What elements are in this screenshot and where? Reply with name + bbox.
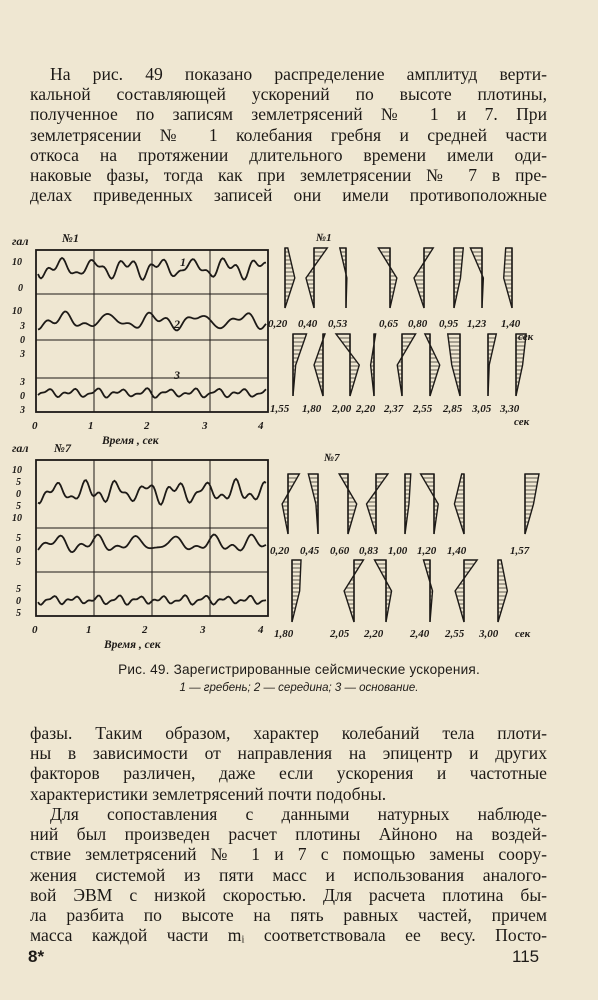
amplitude-diagram (454, 474, 464, 534)
amplitude-diagram (455, 560, 477, 622)
paragraph-2 (30, 723, 547, 804)
figure-legend: 1 — гребень; 2 — середина; 3 — основание. (179, 682, 419, 694)
time-label: 0,20 (270, 545, 290, 557)
text-line: вой ЭВМ с низкой скоростью. Для расчета плотина бы- (30, 884, 547, 905)
amplitude-diagram (378, 248, 396, 308)
panel-record-1 (12, 231, 268, 447)
text-line: ствие землетрясений № 1 и 7 с помощью замены соору- (30, 844, 547, 865)
y-tick: 3 (20, 405, 25, 416)
time-label: 2,40 (410, 628, 430, 640)
amplitude-diagram (421, 474, 439, 534)
distribution-record-7 (270, 452, 539, 640)
panel-record-7 (12, 441, 268, 651)
amplitude-diagram (414, 248, 433, 308)
time-label: 2,37 (384, 403, 404, 415)
amplitude-diagram (470, 248, 483, 308)
y-tick: 5 (16, 501, 21, 512)
amplitude-diagram (371, 334, 376, 396)
y-tick: 0 (20, 335, 25, 346)
panel-1-unit: гал (12, 234, 29, 248)
time-label: 1,40 (447, 545, 467, 557)
time-label: 0,65 (379, 318, 399, 330)
time-label: 1,57 (510, 545, 530, 557)
x-tick: 4 (258, 624, 264, 636)
text-line: делах приведенных записей они имели противоположные (30, 185, 547, 206)
amplitude-diagram (292, 560, 301, 622)
amplitude-diagram (344, 560, 363, 622)
x-tick: 0 (32, 420, 38, 432)
text-line: факторов различен, даже если ускорения и частотные (30, 763, 547, 784)
trace-number-2: 2 (174, 317, 180, 331)
text-line: жения системой из пяти масс и использования аналого- (30, 864, 547, 885)
time-label: 2,85 (443, 403, 463, 415)
printer-signature: 8* (28, 947, 45, 966)
x-tick: 3 (200, 624, 206, 636)
distribution-record-1 (268, 232, 534, 428)
time-label: 2,55 (413, 403, 433, 415)
text-line: наковые фазы, тогда как при землетрясении № 7 в пре- (30, 165, 547, 186)
amplitude-diagram (425, 334, 440, 396)
time-label: 0,95 (439, 318, 459, 330)
x-tick: 1 (88, 420, 94, 432)
time-label: 1,80 (302, 403, 322, 415)
panel-1-x-label: Время , сек (102, 435, 159, 447)
figure-49 (10, 228, 590, 660)
text-line: кальной составляющей ускорений по высоте плотины, (30, 84, 547, 105)
distribution-7-record: №7 (324, 452, 340, 464)
time-label: 1,00 (388, 545, 408, 557)
y-tick: 0 (16, 545, 21, 556)
amplitude-diagram (454, 248, 463, 308)
y-tick: 3 (20, 377, 25, 388)
figure-49-graphics (10, 228, 590, 660)
text-line: На рис. 49 показано распределение амплитуд верти- (50, 64, 547, 84)
time-label: 1,20 (417, 545, 437, 557)
amplitude-diagram (375, 560, 392, 622)
y-tick: 10 (12, 306, 22, 317)
x-tick: 3 (202, 420, 208, 432)
amplitude-diagram (339, 474, 357, 534)
trace-number-1: 1 (180, 255, 186, 269)
amplitude-diagram (423, 560, 432, 622)
time-unit: сек (514, 416, 530, 428)
amplitude-diagram (367, 474, 388, 534)
page-number: 115 (512, 947, 540, 966)
text-line: ны в зависимости от направления на эпицентр и других (30, 743, 547, 764)
time-label: 0,60 (330, 545, 350, 557)
time-label: 2,05 (330, 628, 350, 640)
amplitude-diagram (498, 560, 507, 622)
amplitude-diagram (308, 474, 318, 534)
y-tick: 5 (16, 608, 21, 619)
text-line: ний был произведен расчет плотины Айноно на воздей- (30, 824, 547, 845)
time-label: 0,83 (359, 545, 379, 557)
figure-caption: Рис. 49. Зарегистрированные сейсмические ускорения. (118, 662, 480, 677)
amplitude-diagram (340, 248, 347, 308)
amplitude-diagram (306, 248, 327, 308)
y-tick: 5 (16, 533, 21, 544)
time-label: 2,20 (364, 628, 384, 640)
time-label: 0,20 (268, 318, 288, 330)
amplitude-diagram (336, 334, 359, 396)
y-tick: 10 (12, 513, 22, 524)
amplitude-diagram (293, 334, 306, 396)
time-label: 1,80 (274, 628, 294, 640)
text-line: ла разбита по высоте на пять равных частей, причем (30, 905, 547, 926)
time-label: 2,00 (332, 403, 352, 415)
time-label: 3,05 (472, 403, 492, 415)
x-tick: 2 (144, 420, 150, 432)
text-line: землетрясении № 1 колебания гребня и средней части (30, 124, 547, 145)
panel-7-unit: гал (12, 441, 29, 455)
amplitude-diagram (525, 474, 539, 534)
amplitude-diagram (516, 334, 526, 396)
time-label: 2,55 (445, 628, 465, 640)
text-line: фазы. Таким образом, характер колебаний тела плоти- (30, 723, 547, 743)
y-tick: 0 (18, 283, 23, 294)
y-tick: 3 (20, 349, 25, 360)
amplitude-diagram (405, 474, 411, 534)
y-tick: 0 (16, 489, 21, 500)
time-label: 1,55 (270, 403, 290, 415)
time-unit: сек (518, 331, 534, 343)
distribution-1-record: №1 (316, 232, 332, 244)
time-label: 0,40 (298, 318, 318, 330)
x-tick: 4 (258, 420, 264, 432)
panel-1-record: №1 (62, 231, 79, 245)
y-tick: 5 (16, 557, 21, 568)
time-label: 0,45 (300, 545, 320, 557)
x-tick: 0 (32, 624, 38, 636)
trace-number-3: 3 (174, 368, 180, 382)
time-label: 3,30 (500, 403, 520, 415)
time-label: 0,53 (328, 318, 348, 330)
amplitude-diagram (285, 248, 295, 308)
time-label: 2,20 (356, 403, 376, 415)
paragraph-1 (30, 64, 547, 205)
x-tick: 2 (142, 624, 148, 636)
text-line: откоса на протяжении длительного времени имели оди- (30, 144, 547, 165)
text-line: характеристики землетрясений почти подобны. (30, 783, 387, 804)
text-line: масса каждой части mᵢ соответствовала ее весу. Посто- (30, 925, 547, 946)
panel-7-record: №7 (54, 441, 71, 455)
time-label: 3,00 (479, 628, 499, 640)
amplitude-diagram (314, 334, 325, 396)
time-label: 1,40 (501, 318, 521, 330)
text-line: полученное по записям землетрясений № 1 и 7. При (30, 104, 547, 125)
y-tick: 10 (12, 465, 22, 476)
time-label: 0,80 (408, 318, 428, 330)
amplitude-diagram (397, 334, 415, 396)
amplitude-diagram (282, 474, 299, 534)
amplitude-diagram (488, 334, 496, 396)
text-line: Для сопоставления с данными натурных наблюде- (50, 804, 547, 824)
y-tick: 3 (20, 321, 25, 332)
time-unit: сек (515, 628, 531, 640)
y-tick: 0 (20, 391, 25, 402)
x-tick: 1 (86, 624, 92, 636)
panel-7-x-label: Время , сек (104, 639, 161, 651)
y-tick: 10 (12, 257, 22, 268)
y-tick: 5 (16, 584, 21, 595)
paragraph-3 (30, 804, 547, 945)
y-tick: 0 (16, 596, 21, 607)
time-label: 1,23 (467, 318, 487, 330)
amplitude-diagram (448, 334, 460, 396)
amplitude-diagram (504, 248, 512, 308)
y-tick: 5 (16, 477, 21, 488)
